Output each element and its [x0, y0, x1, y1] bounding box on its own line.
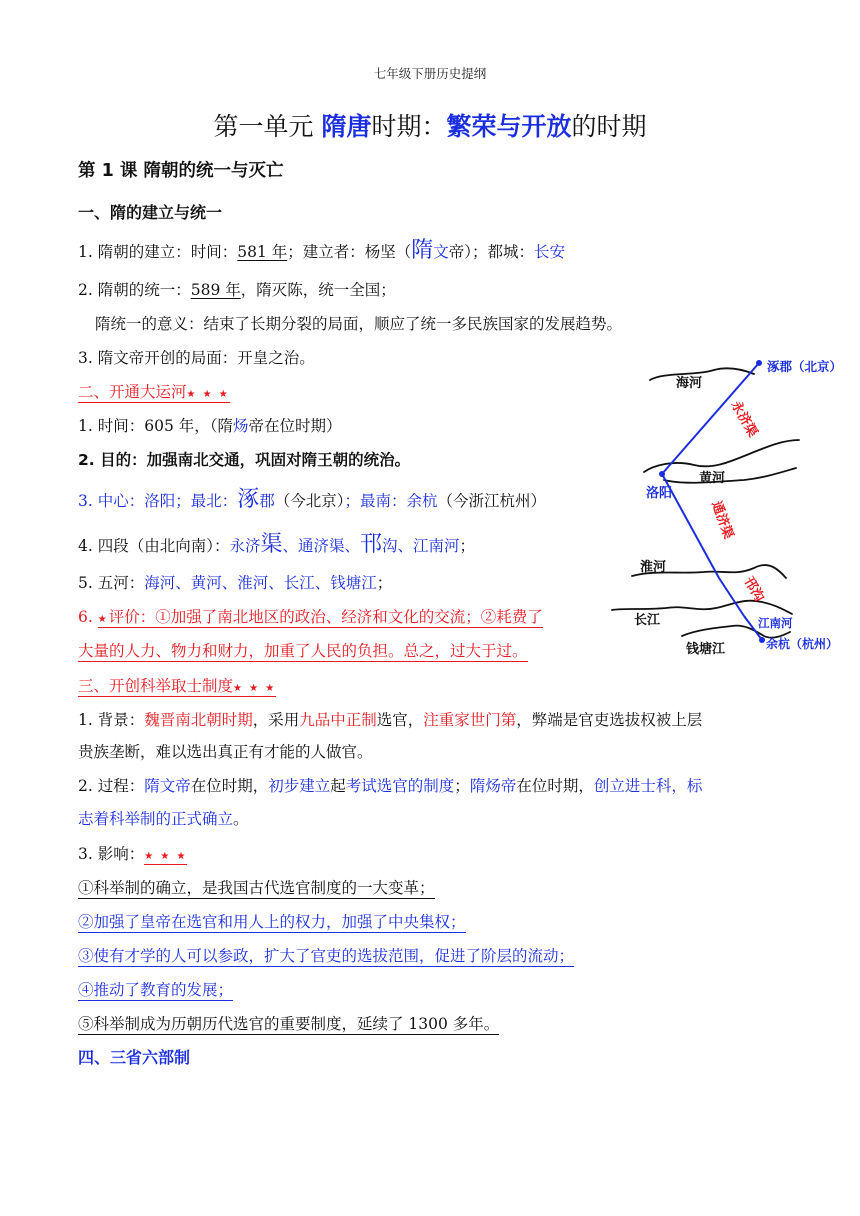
stars-icon: ★ ★ ★ [186, 389, 230, 400]
stars-icon: ★ ★ ★ [144, 851, 188, 862]
label-qiantangjiang: 钱塘江 [686, 642, 726, 657]
label-yongjiqu: 永济渠 [727, 398, 761, 440]
unit-title: 第一单元 隋唐时期：繁荣与开放的时期 [213, 112, 647, 141]
s3-item-2: ②加强了皇帝在选官和用人上的权力，加强了中央集权； [78, 913, 466, 931]
label-zhuojun: 涿郡（北京） [767, 359, 843, 374]
hangou-canal-line [719, 578, 744, 616]
s3-line-1b: 贵族垄断，难以选出真正有才能的人做官。 [78, 743, 373, 761]
label-luoyang: 洛阳 [646, 486, 673, 501]
label-jiangnanhe: 江南河 [758, 616, 793, 630]
s1-line-4: 3. 隋文帝开创的局面：开皇之治。 [78, 349, 315, 367]
s1-line-2: 2. 隋朝的统一：589 年，隋灭陈，统一全国； [78, 281, 396, 299]
s3-item-4: ④推动了教育的发展； [78, 981, 234, 999]
huanghe-lower [664, 468, 796, 483]
s2-line-6: 6. ★评价：①加强了南北地区的政治、经济和文化的交流；②耗费了 [78, 608, 543, 626]
label-yuhang: 余杭（杭州） [766, 637, 839, 651]
s1-line-3: 隋统一的意义：结束了长期分裂的局面，顺应了统一多民族国家的发展趋势。 [95, 315, 623, 333]
s2-line-2: 2. 目的：加强南北交通，巩固对隋王朝的统治。 [78, 451, 411, 469]
s3-item-1: ①科举制的确立，是我国古代选官制度的一大变革； [78, 879, 435, 897]
star-icon: ★ [97, 614, 109, 625]
s3-line-2: 2. 过程：隋文帝在位时期，初步建立起考试选官的制度；隋炀帝在位时期，创立进士科，标 [78, 777, 703, 795]
s2-line-5: 5. 五河：海河、黄河、淮河、长江、钱塘江； [78, 574, 393, 592]
label-huaihe: 淮河 [640, 560, 667, 575]
s3-line-2b: 志着科举制的正式确立。 [78, 810, 249, 828]
section-1-title: 一、隋的建立与统一 [78, 203, 223, 222]
label-tongjiqu: 通济渠 [708, 499, 736, 542]
label-changjiang: 长江 [634, 613, 661, 628]
label-hangou: 邗沟 [740, 574, 767, 605]
s3-line-3: 3. 影响：★ ★ ★ [78, 845, 188, 863]
section-3-title: 三、开创科举取士制度★ ★ ★ [78, 677, 277, 695]
s1-line-1: 1. 隋朝的建立：时间：581 年；建立者：杨坚（隋文帝）；都城：长安 [78, 238, 566, 263]
s2-line-4: 4. 四段（由北向南）：永济渠、通济渠、邗沟、江南河； [78, 532, 476, 557]
stars-icon: ★ ★ ★ [233, 683, 277, 694]
label-haihe: 海河 [676, 376, 703, 391]
grand-canal-map [604, 340, 852, 670]
section-4-title: 四、三省六部制 [78, 1048, 191, 1067]
lesson-title: 第 1 课 隋朝的统一与灭亡 [78, 161, 284, 181]
luoyang-point [659, 471, 665, 477]
section-2-title: 二、开通大运河★ ★ ★ [78, 383, 230, 401]
s2-line-1: 1. 时间：605 年，（隋炀帝在位时期） [78, 417, 342, 435]
zhuojun-point [756, 360, 762, 366]
s2-line-6b: 大量的人力、物力和财力，加重了人民的负担。总之，过大于过。 [78, 642, 528, 660]
page-header: 七年级下册历史提纲 [373, 66, 487, 81]
yuhang-point [759, 637, 765, 643]
s3-item-5: ⑤科举制成为历朝历代选官的重要制度，延续了 1300 多年。 [78, 1015, 500, 1033]
s3-item-3: ③使有才学的人可以参政，扩大了官吏的选拔范围，促进了阶层的流动； [78, 947, 575, 965]
s2-line-3: 3. 中心：洛阳；最北：涿郡（今北京）；最南：余杭（今浙江杭州） [78, 487, 547, 512]
label-huanghe: 黄河 [699, 471, 726, 486]
changjiang-river [612, 601, 792, 614]
s3-line-1: 1. 背景：魏晋南北朝时期，采用九品中正制选官，注重家世门第，弊端是官吏选拔权被上层 [78, 711, 703, 729]
